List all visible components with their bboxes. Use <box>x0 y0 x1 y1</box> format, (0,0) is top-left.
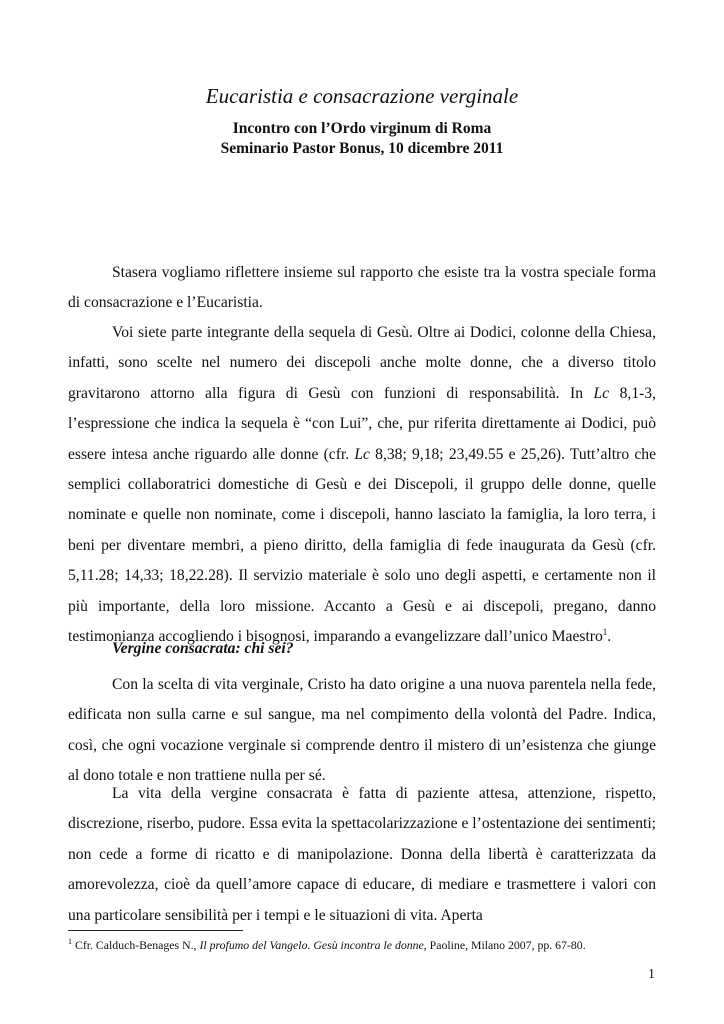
paragraph-sequela <box>68 318 656 652</box>
text-run: 8,38; 9,18; 23,49.55 e 25,26). Tutt’altro che semplici collaboratrici domestiche di Gesù e dei Discepoli, il gruppo delle donne, quelle nominate e quelle non nominate, come i discepoli, hanno lasciato la famiglia, la loro terra, i beni per diventare membri, a pieno diritto, della famiglia di fede inaugurata da Gesù (cfr. 5,11.28; 14,33; 18,22.28). Il servizio materiale è solo uno degli aspetti, e certamente non il più importante, della loro missione. Accanto a Gesù e ai discepoli, pregano, danno testimonianza accogliendo i bisognosi, imparando a evangelizzare dall’unico Maestro <box>68 445 656 646</box>
footnote-book-title: Il profumo del Vangelo. Gesù incontra le donne <box>199 938 424 952</box>
paragraph-life <box>68 779 656 931</box>
paragraph-vocation <box>68 670 656 792</box>
document-title: Eucaristia e consacrazione verginale <box>205 84 519 108</box>
book-abbrev: Lc <box>354 445 370 463</box>
footnote-prefix: Cfr. Calduch-Benages N., <box>72 938 200 952</box>
paragraph-life-text: La vita della vergine consacrata è fatta di paziente attesa, attenzione, rispetto, discrezione, riserbo, pudore. Essa evita la spettacolarizzazione e l’ostentazione dei sentimenti; non cede a forme di ricatto e di manipolazione. Donna della libertà è caratterizzata da amorevolezza, cioè da quell’amore capace di educare, di mediare e trasmettere i valori con una particolare sensibilità per i tempi e le situazioni di vita. Aperta <box>68 785 656 924</box>
page-number: 1 <box>648 967 655 982</box>
footnote <box>68 938 668 953</box>
paragraph-vocation-text: Con la scelta di vita verginale, Cristo ha dato origine a una nuova parentela nella fede, edificata non sulla carne e sul sangue, ma nel compimento della volontà del Padre. Indica, così, che ogni vocazione verginale si comprende dentro il mistero di un’esistenza che giunge al dono totale e non trattiene nulla per sé. <box>68 676 656 785</box>
text-run: 8,1-3, l’espressione che indica la sequela è “con Lui”, che, pur riferita direttamente ai Dodici, può essere intesa anche riguardo alle donne (cfr. <box>68 384 657 463</box>
footnote-number: 1 <box>68 937 72 947</box>
document-subtitle-event: Incontro con l’Ordo virginum di Roma <box>232 120 492 137</box>
paragraph-sequela-text <box>68 318 656 652</box>
text-run: Voi siete parte integrante della sequela di Gesù. Oltre ai Dodici, colonne della Chiesa, infatti, sono scelte nel numero dei discepoli anche molte donne, che a diverso titolo gravitarono attorno alla figura di Gesù con funzioni di responsabilità. In <box>68 324 656 402</box>
footnote-ref[interactable]: 1 <box>602 626 608 637</box>
book-abbrev: Lc <box>593 384 610 402</box>
document-subtitle-place-date: Seminario Pastor Bonus, 10 dicembre 2011 <box>220 140 504 157</box>
paragraph-intro <box>68 258 656 319</box>
section-heading: Vergine consacrata: chi sei? <box>112 640 294 657</box>
footnote-divider <box>68 930 243 931</box>
text-run: . <box>607 628 612 646</box>
footnote-suffix: , Paoline, Milano 2007, pp. 67-80. <box>423 938 586 952</box>
paragraph-intro-text: Stasera vogliamo riflettere insieme sul rapporto che esiste tra la vostra speciale forma di consacrazione e l’Eucaristia. <box>68 264 656 312</box>
